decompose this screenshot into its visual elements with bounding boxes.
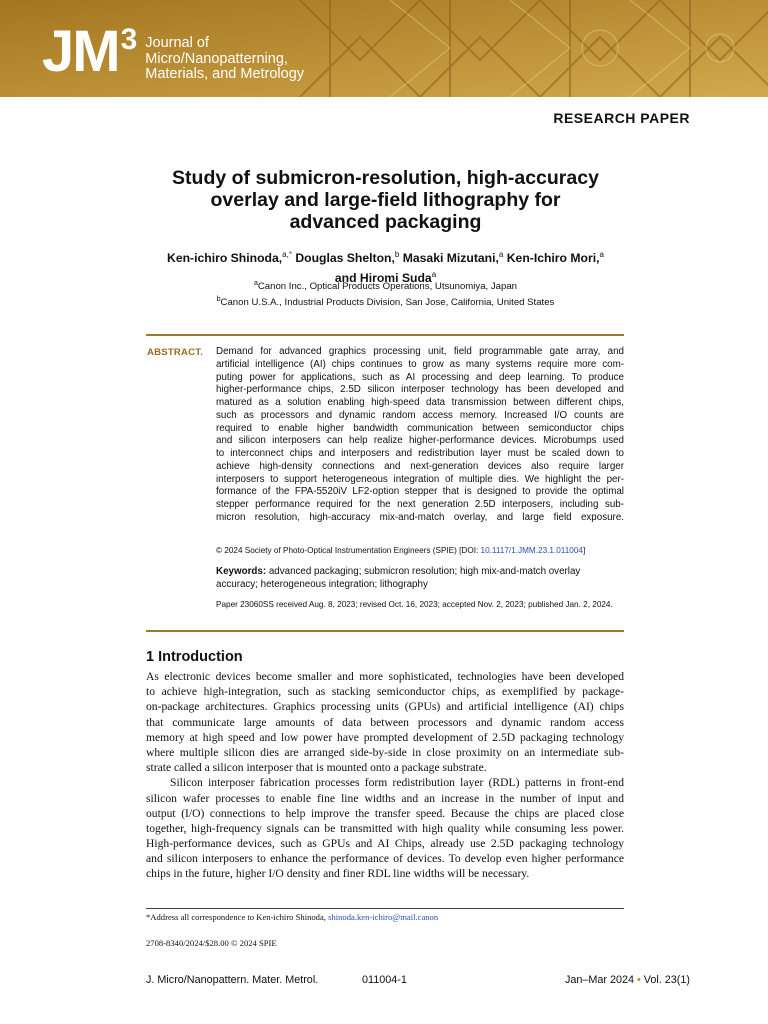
abstract-line: such as processors and dynamic random access memory. Increased I/O counts are <box>216 409 624 421</box>
author: Douglas Shelton, <box>295 251 395 266</box>
abstract-line: stepper performance required for the next generation 2.5D interposers, including sub- <box>216 499 624 510</box>
abstract-line: and silicon interposers can help realize higher-performance devices. Microbumps used <box>216 435 624 447</box>
abstract-line: puting power for applications, such as AI processing and deep learning. To produce <box>216 371 624 383</box>
email-link[interactable]: shinoda.ken-ichiro@mail.canon <box>328 912 439 922</box>
title-line: overlay and large-field lithography for <box>210 189 561 211</box>
body-line: to achieve high-integration, such as stacking semiconductor chips, as exemplified by package- <box>146 685 624 699</box>
author-affil-mark: a <box>498 250 504 259</box>
affiliation-mark: b <box>216 295 221 303</box>
body-line: that communicate large amounts of data between processors and dynamic random access <box>146 715 624 729</box>
author-affil-mark: a <box>431 269 437 279</box>
abstract-label: ABSTRACT. <box>147 347 204 358</box>
abstract-line: Demand for advanced graphics processing unit, field programmable gate array, and <box>216 346 624 357</box>
abstract-bottom-rule <box>146 630 624 632</box>
keywords <box>216 565 624 591</box>
abstract-line: required to enable higher bandwidth communication between semiconductor chips <box>216 422 624 434</box>
abstract-line: artificial intelligence (AI) chips continues to grow as many systems require more com- <box>216 358 624 370</box>
journal-name <box>145 36 304 83</box>
footer-journal: J. Micro/Nanopattern. Mater. Metrol. <box>146 974 319 986</box>
copyright-text: © 2024 Society of Photo-Optical Instrumentation Engineers (SPIE) [DOI: <box>216 546 481 555</box>
section-label: RESEARCH PAPER <box>553 110 690 126</box>
body-line: Silicon interposer fabrication processes form redistribution layer (RDL) patterns in front-end <box>170 776 624 790</box>
abstract-line: matured as a solution enabling high-speed data transmission between different chips, <box>216 397 624 408</box>
logo-superscript: 3 <box>120 23 138 56</box>
abstract-top-rule <box>146 334 624 336</box>
journal-name-line: Materials, and Metrology <box>145 66 305 82</box>
paper-title <box>100 167 671 233</box>
body-line: output (I/O) connections to help improve the transfer speed. Because the chips are placed close <box>146 806 624 820</box>
body-line: strate called a silicon interposer that is mounted onto a package substrate. <box>146 761 487 775</box>
journal-name-line: Micro/Nanopatterning, <box>145 50 288 67</box>
journal-name-line: Journal of <box>145 35 209 51</box>
footer-volume: Vol. 23(1) <box>643 974 690 986</box>
introduction-body <box>146 669 624 882</box>
abstract-text <box>216 346 624 525</box>
body-line: chips in the future, higher I/O density and finer RDL line widths will be necessary. <box>146 867 530 881</box>
affiliation-text: Canon Inc., Optical Products Operations, Utsunomiya, Japan <box>257 281 518 293</box>
issn-line: 2708-8340/2024/$28.00 © 2024 SPIE <box>146 938 277 948</box>
affiliation-mark: a <box>253 280 258 287</box>
footer-page-number: 011004-1 <box>362 974 407 986</box>
author: Masaki Mizutani, <box>402 251 499 266</box>
author-affil-mark: a <box>599 250 604 259</box>
keywords-label: Keywords: <box>216 566 267 577</box>
journal-logo[interactable] <box>42 19 305 84</box>
paper-history: Paper 23060SS received Aug. 8, 2023; revised Oct. 16, 2023; accepted Nov. 2, 2023; published Jan. 2, 2024. <box>216 600 613 609</box>
affiliation-item <box>80 278 691 294</box>
body-line: together, high-frequency signals can be transmitted with high quality while consuming less power. <box>146 821 624 835</box>
abstract-line: achieve high-density connections and next-generation devices also require larger <box>216 460 624 472</box>
title-line: advanced packaging <box>289 211 482 233</box>
footer-issue-date: Jan–Mar 2024 <box>564 974 634 986</box>
title-line: Study of submicron-resolution, high-accuracy <box>172 167 599 189</box>
author-affil-mark: a, <box>282 250 289 259</box>
abstract-line: to interconnect chips and interposers and redistribution layer must be scaled down to <box>216 448 624 459</box>
abstract-line: higher-performance chips, 2.5D silicon interposer technology has been developed and <box>216 384 624 396</box>
copyright-line <box>216 546 585 555</box>
correspondence-footnote <box>146 912 438 922</box>
logo-jm: JM <box>42 19 119 84</box>
doi-link[interactable]: 10.1117/1.JMM.23.1.011004 <box>480 546 583 555</box>
keywords-text: advanced packaging; submicron resolution; high mix-and-match overlay accuracy; heterogeneous integration; lithography <box>216 566 581 590</box>
abstract-line: micron resolution, high-accuracy mix-and-match overlay, and large field exposure. <box>216 511 624 523</box>
author: Ken-Ichiro Mori, <box>506 251 600 266</box>
section-heading-introduction: 1 Introduction <box>146 649 243 665</box>
body-line: and silicon interposers to enhance the performance of devices. To develop even higher performance <box>146 852 624 866</box>
body-line: As electronic devices become smaller and more sophisticated, technologies have been developed <box>146 670 624 683</box>
body-line: silicon wafer processes to enable fine line widths and an increase in the number of input and <box>146 791 624 805</box>
footnote-text: *Address all correspondence to Ken-ichiro Shinoda, <box>146 912 329 922</box>
affiliations <box>80 278 691 309</box>
body-line: where multiple silicon dies are arranged side-by-side in close proximity on an intermediate sub- <box>146 745 624 759</box>
footer-bullet: • <box>637 974 641 986</box>
abstract-line: formance of the FPA-5520iV LF2-option stepper that is designed to provide the optimal <box>216 486 624 498</box>
body-line: memory at high speed and low power have prompted development of 2.5D packaging technology <box>146 730 624 744</box>
body-line: on-package architectures. Graphics processing units (GPUs) and artificial intelligence (AI) chips <box>146 700 624 714</box>
author: Ken-ichiro Shinoda, <box>167 251 283 266</box>
abstract-line: interposers to support heterogeneous integration of multiple dies. We highlight the per- <box>216 473 624 485</box>
author-affil-mark: b <box>394 250 400 259</box>
affiliation-item <box>80 294 691 310</box>
affiliation-text: Canon U.S.A., Industrial Products Division, San Jose, California, United States <box>220 296 555 308</box>
footer-issue <box>565 974 690 986</box>
corresponding-author-link[interactable]: * <box>288 250 292 259</box>
footnote-rule <box>146 908 624 909</box>
copyright-suffix: ] <box>582 546 586 555</box>
journal-banner <box>0 0 768 97</box>
body-line: High-performance devices, such as GPUs and AI Chips, already use 2.5D packaging technology <box>146 837 624 851</box>
author: and Hiromi Suda <box>334 270 432 285</box>
